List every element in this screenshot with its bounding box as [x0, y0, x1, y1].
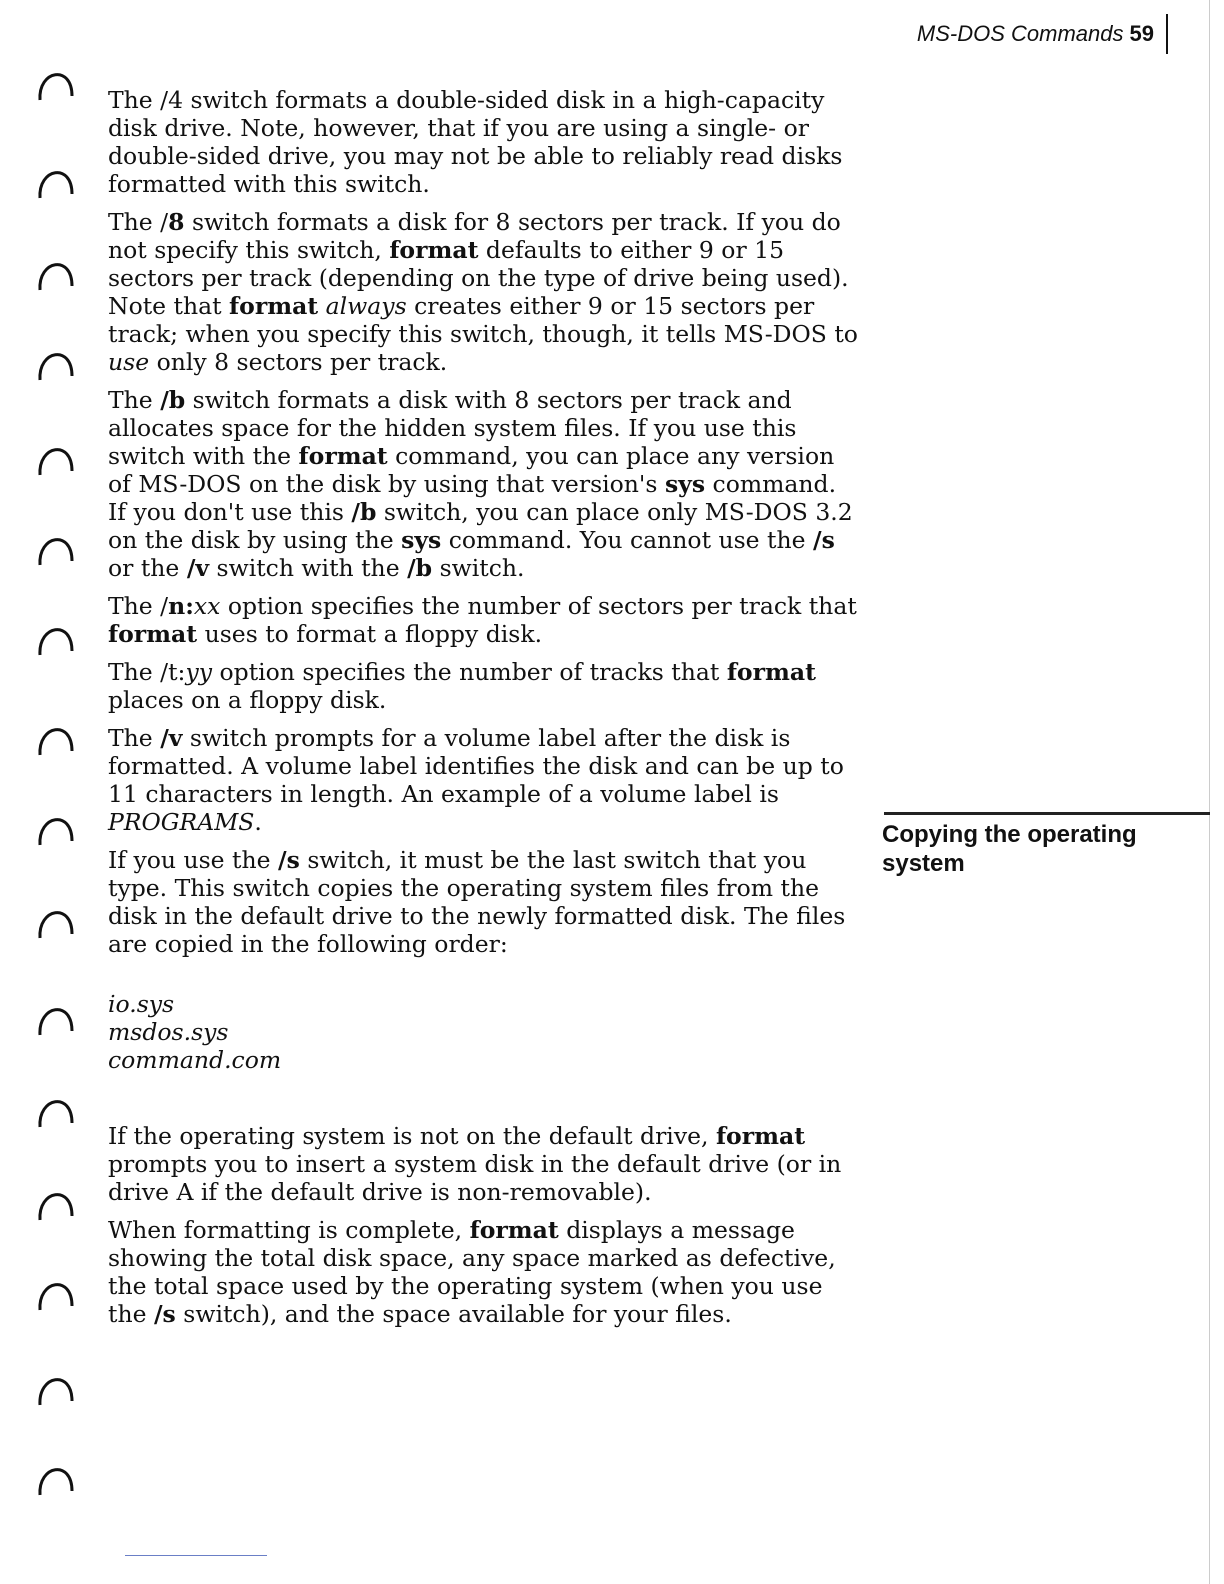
binder-ring-icon	[36, 715, 74, 759]
paragraph-switch-s: If you use the /s switch, it must be the last switch that you type. This switch copies the operating system files from the disk in the default drive to the newly formatted disk. The files are copied in the following order:	[108, 846, 846, 958]
paragraph-option-t: The /t:yy option specifies the number of tracks that format places on a floppy disk.	[108, 658, 816, 714]
header-title: MS-DOS Commands	[916, 21, 1124, 46]
list-item: msdos.sys	[108, 1018, 229, 1046]
binder-rings	[22, 60, 92, 1500]
paragraph-switch-8: The /8 switch formats a disk for 8 sectors per track. If you do not specify this switch, format defaults to either 9 or 15 sectors per track (depending on the type of drive being used). Note that format always creates either 9 or 15 sectors per track; when you specify this switch, though, it tells MS-DOS to use only 8 sectors per track.	[108, 208, 858, 376]
page-number: 59	[1129, 21, 1154, 46]
binder-ring-icon	[36, 158, 74, 202]
paragraph-format-complete: When formatting is complete, format displays a message showing the total disk space, any space marked as defective, the total space used by the operating system (when you use the /s switch), and the space available for your files.	[108, 1216, 836, 1328]
main-text	[108, 86, 858, 1338]
list-item: command.com	[108, 1046, 282, 1074]
page-edge-line	[1209, 0, 1210, 1584]
binder-ring-icon	[36, 615, 74, 659]
sidebar-heading: Copying the operating system	[882, 821, 1137, 877]
binder-ring-icon	[36, 1365, 74, 1409]
binder-ring-icon	[36, 1180, 74, 1224]
binder-ring-icon	[36, 1455, 74, 1499]
paragraph-switch-4: The /4 switch formats a double-sided disk in a high-capacity disk drive. Note, however, that if you are using a single- or double-sided drive, you may not be able to reliably read disks formatted with this switch.	[108, 86, 843, 198]
binder-ring-icon	[36, 340, 74, 384]
binder-ring-icon	[36, 1087, 74, 1131]
list-item: io.sys	[108, 990, 175, 1018]
binder-ring-icon	[36, 898, 74, 942]
paragraph-switch-v: The /v switch prompts for a volume label after the disk is formatted. A volume label identifies the disk and can be up to 11 characters in length. An example of a volume label is PROGRAMS.	[108, 724, 844, 836]
binder-ring-icon	[36, 60, 74, 104]
paragraph-system-disk: If the operating system is not on the default drive, format prompts you to insert a system disk in the default drive (or in drive A if the default drive is non-removable).	[108, 1122, 842, 1206]
binder-ring-icon	[36, 435, 74, 479]
binder-ring-icon	[36, 1270, 74, 1314]
sidebar-rule	[884, 812, 1210, 815]
binder-ring-icon	[36, 805, 74, 849]
page-header	[917, 14, 1168, 54]
system-file-list	[108, 990, 858, 1074]
binder-ring-icon	[36, 250, 74, 294]
bottom-mark	[125, 1555, 267, 1556]
binder-ring-icon	[36, 525, 74, 569]
paragraph-option-n: The /n:xx option specifies the number of sectors per track that format uses to format a floppy disk.	[108, 592, 857, 648]
binder-ring-icon	[36, 995, 74, 1039]
paragraph-switch-b: The /b switch formats a disk with 8 sectors per track and allocates space for the hidden system files. If you use this switch with the format command, you can place any version of MS-DOS on the disk by using that version's sys command. If you don't use this /b switch, you can place only MS-DOS 3.2 on the disk by using the sys command. You cannot use the /s or the /v switch with the /b switch.	[108, 386, 853, 582]
